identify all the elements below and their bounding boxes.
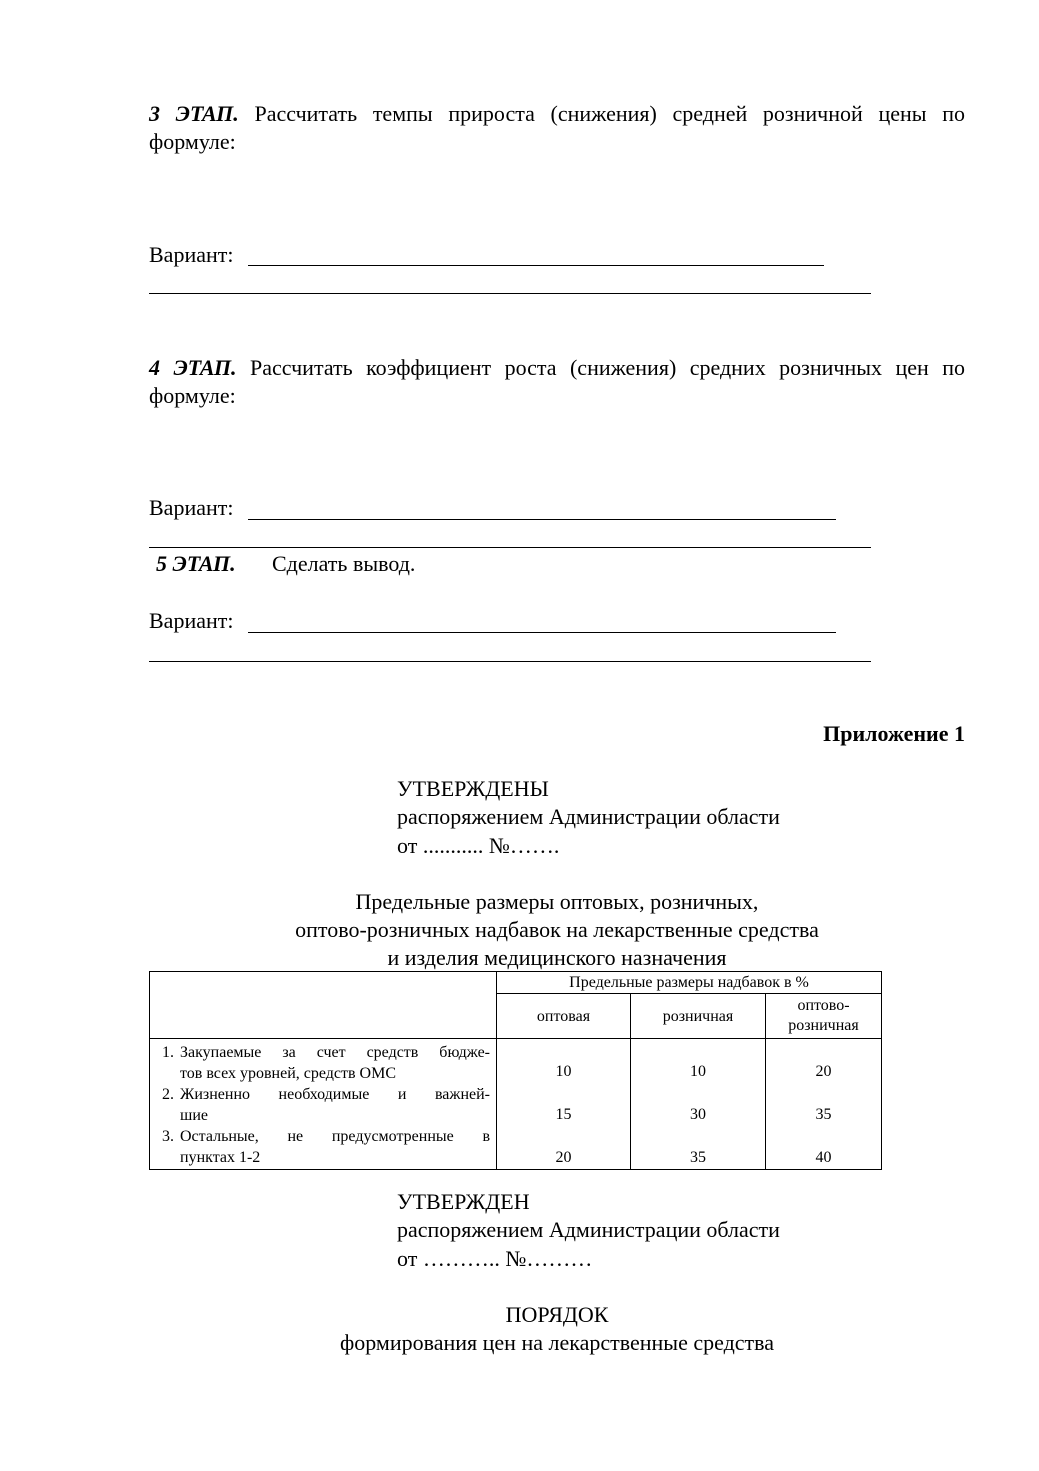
table-title-line3: и изделия медицинского назначения: [387, 945, 727, 970]
table-cell-value: 10: [555, 1063, 572, 1080]
category-label-line: Остальные, не предусмотренные в: [180, 1128, 490, 1145]
col3-header-line2: розничная: [788, 1017, 859, 1034]
list-item: [156, 1126, 490, 1168]
category-label: [180, 1042, 490, 1084]
table-title-line2: оптово-розничных надбавок на лекарственные средства: [295, 917, 819, 942]
approval2-line3: от ……….. №………: [397, 1246, 593, 1271]
category-list: [156, 1042, 490, 1168]
table-values-wholesale: [497, 1039, 631, 1170]
approval2-line1: УТВЕРЖДЕН: [397, 1189, 530, 1214]
stage4-variant-label: Вариант:: [149, 495, 234, 520]
table-group-header: Предельные размеры надбавок в %: [497, 972, 882, 994]
table-cell-value: 20: [815, 1063, 832, 1080]
stage3-variant-line-1[interactable]: [248, 265, 824, 266]
stage5-variant-line-1[interactable]: [248, 632, 836, 633]
approval1-line1: УТВЕРЖДЕНЫ: [397, 776, 549, 801]
category-label-line: тов всех уровней, средств ОМС: [180, 1065, 396, 1082]
category-number: 1.: [162, 1044, 174, 1061]
approval2-line2: распоряжением Администрации области: [397, 1217, 780, 1242]
table-cell-value: 10: [690, 1063, 706, 1080]
order-subtitle: формирования цен на лекарственные средства: [339, 1330, 775, 1355]
stage4-text: Рассчитать коэффициент роста (снижения) средних розничных цен по формуле:: [149, 355, 965, 408]
order-title: ПОРЯДОК: [505, 1302, 609, 1327]
category-label: [180, 1126, 490, 1168]
table-col-header-wholesale: оптовая: [497, 994, 631, 1039]
category-label-line: Закупаемые за счет средств бюдже-: [180, 1044, 490, 1061]
stage4-paragraph: [149, 354, 965, 410]
table-cell-value: 35: [815, 1106, 832, 1123]
stage4-title: 4 ЭТАП.: [149, 355, 237, 380]
stage3-paragraph: [149, 100, 965, 156]
table-values-wholesale-retail: [766, 1039, 882, 1170]
approval1-line3: от ........... №…….: [397, 833, 560, 858]
stage4-variant-line-1[interactable]: [248, 519, 836, 520]
stage3-variant-label: Вариант:: [149, 242, 234, 267]
list-item: [156, 1042, 490, 1084]
category-number: 3.: [162, 1128, 174, 1145]
table-categories-cell: [150, 1039, 497, 1170]
table-col-header-retail: розничная: [631, 994, 766, 1039]
stage5-variant-line-2[interactable]: [149, 661, 871, 662]
table-cell-value: 20: [555, 1149, 572, 1166]
stage5-variant-label: Вариант:: [149, 608, 234, 633]
table-cell-value: 30: [690, 1106, 706, 1123]
stage3-title: 3 ЭТАП.: [149, 101, 239, 126]
stage5-paragraph: [156, 550, 236, 578]
stage4-variant-line-2[interactable]: [149, 547, 871, 548]
category-label-line: шие: [180, 1107, 208, 1124]
table-title-line1: Предельные размеры оптовых, розничных,: [355, 889, 759, 914]
category-label-line: Жизненно необходимые и важней-: [180, 1086, 490, 1103]
category-label-line: пунктах 1-2: [180, 1149, 261, 1166]
table-values-retail: [631, 1039, 766, 1170]
markup-limits-table: [149, 971, 882, 1170]
table-cell-value: 35: [690, 1149, 706, 1166]
approval1-line2: распоряжением Администрации области: [397, 804, 780, 829]
stage3-variant-line-2[interactable]: [149, 293, 871, 294]
table-cell-value: 40: [815, 1149, 832, 1166]
table-cell-value: 15: [555, 1106, 572, 1123]
stage5-title: 5 ЭТАП.: [156, 551, 236, 576]
category-number: 2.: [162, 1086, 174, 1103]
category-label: [180, 1084, 490, 1126]
table-col-header-wholesale-retail: [766, 994, 882, 1039]
stage5-text: Сделать вывод.: [272, 551, 416, 576]
table-header-empty: [150, 972, 497, 1039]
stage3-text: Рассчитать темпы прироста (снижения) средней розничной цены по формуле:: [149, 101, 966, 154]
list-item: [156, 1084, 490, 1126]
col3-header-line1: оптово-: [797, 997, 850, 1014]
appendix-label: Приложение 1: [823, 721, 965, 746]
